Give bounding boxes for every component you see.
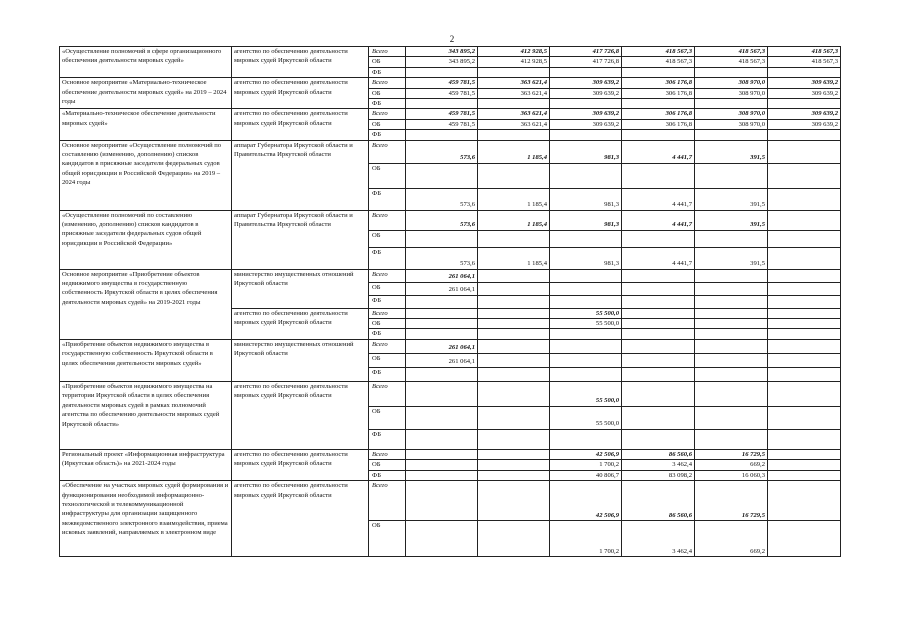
amount-cell	[478, 470, 550, 480]
amount-cell	[768, 295, 841, 308]
amount-cell	[768, 230, 841, 247]
amount-cell	[406, 319, 478, 329]
amount-cell: 1 185,4	[478, 140, 550, 163]
measure-name: «Приобретение объектов недвижимого имущества в государственную собственность Иркутской области в целях обеспечения деятельности мировых судей»	[60, 339, 232, 381]
amount-cell: 343 895,2	[406, 47, 478, 57]
amount-cell: 669,2	[695, 460, 768, 470]
amount-cell: 418 567,3	[695, 57, 768, 67]
funding-source: ОБ	[369, 353, 406, 367]
funding-source: Всего	[369, 47, 406, 57]
amount-cell	[768, 319, 841, 329]
amount-cell	[622, 67, 695, 77]
amount-cell: 3 462,4	[622, 460, 695, 470]
amount-cell	[768, 269, 841, 282]
funding-source: ФБ	[369, 470, 406, 480]
amount-cell	[622, 367, 695, 381]
amount-cell	[406, 163, 478, 188]
amount-cell: 1 700,2	[550, 460, 622, 470]
budget-table	[59, 46, 841, 557]
funding-source: ФБ	[369, 295, 406, 308]
amount-cell: 391,5	[695, 140, 768, 163]
amount-cell	[550, 282, 622, 295]
responsible-executor: агентство по обеспечению деятельности мировых судей Иркутской области	[232, 109, 369, 140]
amount-cell: 1 185,4	[478, 210, 550, 230]
amount-cell	[695, 130, 768, 140]
amount-cell	[768, 353, 841, 367]
responsible-executor: министерство имущественных отношений Иркутской области	[232, 339, 369, 381]
amount-cell: 308 970,0	[695, 109, 768, 119]
funding-source: ФБ	[369, 429, 406, 449]
responsible-executor: министерство имущественных отношений Иркутской области	[232, 269, 369, 308]
amount-cell: 363 621,4	[478, 109, 550, 119]
funding-source: Всего	[369, 140, 406, 163]
amount-cell	[768, 329, 841, 339]
amount-cell: 391,5	[695, 188, 768, 210]
amount-cell	[622, 381, 695, 406]
funding-source: Всего	[369, 109, 406, 119]
amount-cell	[695, 269, 768, 282]
amount-cell: 261 064,1	[406, 269, 478, 282]
amount-cell	[478, 282, 550, 295]
measure-name: «Обеспечение на участках мировых судей формирования и функционирования необходимой информационно-технологической и телекоммуникационной инфраструктуры для организации защищенного межведомственного электронного взаимодействия, приема исковых заявлений, направляемых в электронном виде	[60, 481, 232, 557]
funding-source: ОБ	[369, 163, 406, 188]
amount-cell	[478, 429, 550, 449]
amount-cell	[622, 406, 695, 429]
amount-cell	[478, 460, 550, 470]
amount-cell	[406, 481, 478, 521]
table-row	[60, 381, 841, 406]
amount-cell	[550, 339, 622, 353]
responsible-executor: агентство по обеспечению деятельности мировых судей Иркутской области	[232, 308, 369, 339]
amount-cell: 42 506,9	[550, 481, 622, 521]
amount-cell: 261 064,1	[406, 339, 478, 353]
amount-cell	[768, 308, 841, 318]
funding-source: ОБ	[369, 230, 406, 247]
amount-cell: 308 970,0	[695, 119, 768, 129]
amount-cell	[406, 367, 478, 381]
amount-cell	[695, 308, 768, 318]
amount-cell	[550, 99, 622, 109]
amount-cell	[695, 282, 768, 295]
amount-cell	[406, 449, 478, 459]
amount-cell: 981,3	[550, 140, 622, 163]
amount-cell	[478, 308, 550, 318]
amount-cell: 1 185,4	[478, 247, 550, 269]
amount-cell: 306 176,8	[622, 78, 695, 88]
amount-cell: 83 098,2	[622, 470, 695, 480]
amount-cell: 459 781,5	[406, 88, 478, 98]
amount-cell: 308 970,0	[695, 88, 768, 98]
amount-cell	[478, 406, 550, 429]
responsible-executor: агентство по обеспечению деятельности мировых судей Иркутской области	[232, 78, 369, 109]
amount-cell	[406, 381, 478, 406]
measure-name: Основное мероприятие «Материально-техническое обеспечение деятельности мировых судей» на 2019 – 2024 годы	[60, 78, 232, 109]
amount-cell: 459 781,5	[406, 119, 478, 129]
amount-cell: 418 567,3	[622, 47, 695, 57]
table-row	[60, 109, 841, 119]
amount-cell: 418 567,3	[768, 47, 841, 57]
amount-cell	[768, 339, 841, 353]
amount-cell: 309 639,2	[550, 88, 622, 98]
amount-cell	[550, 130, 622, 140]
table-row	[60, 269, 841, 282]
amount-cell: 573,6	[406, 210, 478, 230]
amount-cell: 55 500,0	[550, 319, 622, 329]
amount-cell: 55 500,0	[550, 308, 622, 318]
measure-name: «Осуществление полномочий в сфере организационного обеспечения деятельности мировых судей»	[60, 47, 232, 78]
amount-cell: 309 639,2	[550, 78, 622, 88]
amount-cell	[406, 130, 478, 140]
amount-cell	[695, 381, 768, 406]
amount-cell	[478, 339, 550, 353]
table-row	[60, 481, 841, 521]
amount-cell	[768, 429, 841, 449]
amount-cell	[768, 188, 841, 210]
table-row	[60, 140, 841, 163]
responsible-executor: агентство по обеспечению деятельности мировых судей Иркутской области	[232, 481, 369, 557]
amount-cell: 459 781,5	[406, 109, 478, 119]
amount-cell: 391,5	[695, 247, 768, 269]
page-number: 2	[449, 34, 455, 44]
amount-cell: 55 500,0	[550, 381, 622, 406]
amount-cell: 261 064,1	[406, 353, 478, 367]
amount-cell	[406, 99, 478, 109]
responsible-executor: аппарат Губернатора Иркутской области и Правительства Иркутской области	[232, 140, 369, 210]
amount-cell: 412 928,5	[478, 47, 550, 57]
amount-cell	[695, 163, 768, 188]
amount-cell: 308 970,0	[695, 78, 768, 88]
amount-cell: 309 639,2	[768, 88, 841, 98]
amount-cell	[768, 210, 841, 230]
measure-name: Региональный проект «Информационная инфраструктура (Иркутская область)» на 2021-2024 годы	[60, 449, 232, 480]
amount-cell	[622, 308, 695, 318]
funding-source: Всего	[369, 449, 406, 459]
funding-source: ФБ	[369, 67, 406, 77]
amount-cell	[406, 295, 478, 308]
amount-cell	[478, 521, 550, 557]
amount-cell: 309 639,2	[768, 78, 841, 88]
funding-source: ОБ	[369, 460, 406, 470]
amount-cell: 363 621,4	[478, 78, 550, 88]
responsible-executor: агентство по обеспечению деятельности мировых судей Иркутской области	[232, 381, 369, 449]
amount-cell	[550, 269, 622, 282]
amount-cell: 306 176,8	[622, 119, 695, 129]
funding-source: Всего	[369, 481, 406, 521]
amount-cell: 418 567,3	[622, 57, 695, 67]
amount-cell: 418 567,3	[695, 47, 768, 57]
amount-cell	[622, 295, 695, 308]
amount-cell: 417 726,8	[550, 57, 622, 67]
amount-cell: 1 700,2	[550, 521, 622, 557]
funding-source: ФБ	[369, 99, 406, 109]
amount-cell: 306 176,8	[622, 88, 695, 98]
amount-cell	[478, 130, 550, 140]
amount-cell	[406, 67, 478, 77]
table-row	[60, 78, 841, 88]
amount-cell: 459 781,5	[406, 78, 478, 88]
amount-cell	[768, 130, 841, 140]
amount-cell: 573,6	[406, 247, 478, 269]
funding-source: Всего	[369, 381, 406, 406]
funding-source: ОБ	[369, 406, 406, 429]
amount-cell	[768, 381, 841, 406]
amount-cell: 40 806,7	[550, 470, 622, 480]
amount-cell: 4 441,7	[622, 247, 695, 269]
amount-cell	[550, 353, 622, 367]
amount-cell: 981,3	[550, 210, 622, 230]
funding-source: ОБ	[369, 521, 406, 557]
funding-source: Всего	[369, 339, 406, 353]
amount-cell	[478, 163, 550, 188]
amount-cell	[478, 319, 550, 329]
funding-source: ФБ	[369, 130, 406, 140]
amount-cell: 669,2	[695, 521, 768, 557]
amount-cell	[478, 99, 550, 109]
funding-source: ОБ	[369, 57, 406, 67]
amount-cell: 309 639,2	[550, 109, 622, 119]
amount-cell: 86 560,6	[622, 481, 695, 521]
funding-source: Всего	[369, 78, 406, 88]
amount-cell	[768, 140, 841, 163]
funding-source: Всего	[369, 269, 406, 282]
measure-name: Основное мероприятие «Осуществление полномочий по составлению (изменению, дополнению) списков кандидатов в присяжные заседатели федеральных судов общей юрисдикции в Российской Федерации» на 2019 – 2024 годы	[60, 140, 232, 210]
amount-cell	[768, 367, 841, 381]
amount-cell	[768, 449, 841, 459]
amount-cell: 16 729,5	[695, 481, 768, 521]
amount-cell: 16 060,3	[695, 470, 768, 480]
amount-cell	[695, 295, 768, 308]
measure-name: «Приобретение объектов недвижимого имущества на территории Иркутской области в целях обеспечения деятельности мировых судей в рамках полномочий агентства по обеспечению деятельности мировых судей Иркутской области»	[60, 381, 232, 449]
amount-cell: 261 064,1	[406, 282, 478, 295]
amount-cell: 363 621,4	[478, 88, 550, 98]
amount-cell	[622, 230, 695, 247]
amount-cell: 1 185,4	[478, 188, 550, 210]
amount-cell	[550, 429, 622, 449]
funding-source: ОБ	[369, 282, 406, 295]
amount-cell	[550, 367, 622, 381]
amount-cell	[622, 353, 695, 367]
amount-cell	[695, 429, 768, 449]
table-row	[60, 210, 841, 230]
amount-cell: 981,3	[550, 188, 622, 210]
amount-cell	[478, 353, 550, 367]
amount-cell: 981,3	[550, 247, 622, 269]
amount-cell: 573,6	[406, 140, 478, 163]
amount-cell: 391,5	[695, 210, 768, 230]
amount-cell: 309 639,2	[768, 109, 841, 119]
funding-source: Всего	[369, 210, 406, 230]
amount-cell: 4 441,7	[622, 188, 695, 210]
amount-cell	[768, 521, 841, 557]
amount-cell	[478, 381, 550, 406]
amount-cell: 86 560,6	[622, 449, 695, 459]
amount-cell: 306 176,8	[622, 109, 695, 119]
funding-source: ФБ	[369, 188, 406, 210]
amount-cell: 418 567,3	[768, 57, 841, 67]
amount-cell	[406, 406, 478, 429]
amount-cell: 573,6	[406, 188, 478, 210]
amount-cell	[550, 67, 622, 77]
amount-cell	[478, 230, 550, 247]
amount-cell	[768, 247, 841, 269]
amount-cell	[478, 481, 550, 521]
amount-cell	[478, 329, 550, 339]
amount-cell	[550, 329, 622, 339]
table-row	[60, 47, 841, 57]
funding-source: ОБ	[369, 119, 406, 129]
amount-cell: 363 621,4	[478, 119, 550, 129]
table-row	[60, 449, 841, 459]
amount-cell: 3 462,4	[622, 521, 695, 557]
responsible-executor: аппарат Губернатора Иркутской области и Правительства Иркутской области	[232, 210, 369, 269]
amount-cell	[768, 406, 841, 429]
amount-cell	[695, 99, 768, 109]
amount-cell	[695, 67, 768, 77]
amount-cell: 4 441,7	[622, 140, 695, 163]
amount-cell	[622, 99, 695, 109]
funding-source: ФБ	[369, 329, 406, 339]
funding-source: ОБ	[369, 88, 406, 98]
amount-cell: 42 506,9	[550, 449, 622, 459]
amount-cell: 4 441,7	[622, 210, 695, 230]
amount-cell	[550, 230, 622, 247]
amount-cell: 55 500,0	[550, 406, 622, 429]
amount-cell	[406, 429, 478, 449]
amount-cell	[695, 319, 768, 329]
amount-cell: 309 639,2	[768, 119, 841, 129]
amount-cell: 417 726,8	[550, 47, 622, 57]
amount-cell: 412 928,5	[478, 57, 550, 67]
amount-cell	[478, 67, 550, 77]
amount-cell	[406, 308, 478, 318]
responsible-executor: агентство по обеспечению деятельности мировых судей Иркутской области	[232, 449, 369, 480]
funding-source: ФБ	[369, 247, 406, 269]
amount-cell	[406, 470, 478, 480]
funding-source: Всего	[369, 308, 406, 318]
amount-cell	[622, 163, 695, 188]
table-row	[60, 339, 841, 353]
funding-source: ОБ	[369, 319, 406, 329]
funding-source: ФБ	[369, 367, 406, 381]
amount-cell	[695, 367, 768, 381]
amount-cell	[622, 282, 695, 295]
amount-cell	[550, 163, 622, 188]
measure-name: «Осуществление полномочий по составлению (изменению, дополнению) списков кандидатов в присяжные заседатели федеральных судов общей юрисдикции в Российской Федерации»	[60, 210, 232, 269]
amount-cell	[695, 406, 768, 429]
amount-cell	[768, 470, 841, 480]
amount-cell	[478, 449, 550, 459]
amount-cell	[768, 163, 841, 188]
amount-cell	[406, 521, 478, 557]
amount-cell	[695, 230, 768, 247]
amount-cell	[622, 130, 695, 140]
amount-cell	[768, 67, 841, 77]
amount-cell	[768, 481, 841, 521]
measure-name: «Материально-техническое обеспечение деятельности мировых судей»	[60, 109, 232, 140]
amount-cell	[406, 230, 478, 247]
amount-cell	[622, 269, 695, 282]
amount-cell	[622, 339, 695, 353]
amount-cell	[768, 99, 841, 109]
amount-cell	[695, 353, 768, 367]
amount-cell	[406, 460, 478, 470]
amount-cell	[478, 269, 550, 282]
amount-cell	[622, 319, 695, 329]
amount-cell	[478, 295, 550, 308]
amount-cell: 309 639,2	[550, 119, 622, 129]
amount-cell: 343 895,2	[406, 57, 478, 67]
amount-cell	[478, 367, 550, 381]
amount-cell	[695, 329, 768, 339]
amount-cell	[768, 282, 841, 295]
amount-cell	[622, 329, 695, 339]
amount-cell	[622, 429, 695, 449]
measure-name: Основное мероприятие «Приобретение объектов недвижимого имущества в государственную собственность Иркутской области в целях обеспечения деятельности мировых судей» на 2019-2021 годы	[60, 269, 232, 339]
amount-cell	[406, 329, 478, 339]
amount-cell	[550, 295, 622, 308]
amount-cell: 16 729,5	[695, 449, 768, 459]
responsible-executor: агентство по обеспечению деятельности мировых судей Иркутской области	[232, 47, 369, 78]
amount-cell	[695, 339, 768, 353]
amount-cell	[768, 460, 841, 470]
